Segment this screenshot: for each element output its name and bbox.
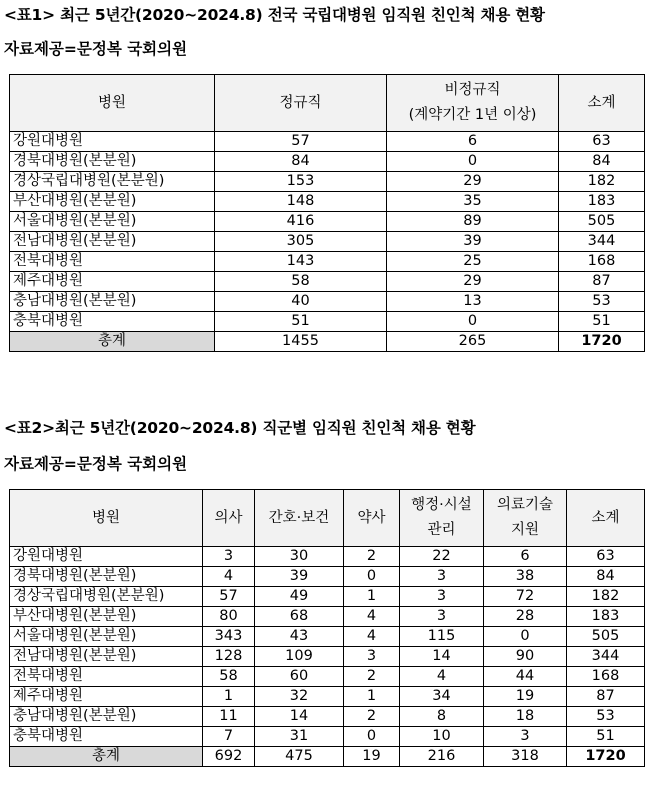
admin-count-cell: 3 bbox=[400, 567, 484, 587]
table1-title: <표1> 최근 5년간(2020~2024.8) 전국 국립대병원 임직원 친인척 채용 현황 bbox=[4, 6, 545, 24]
hospital-name-cell: 제주대병원 bbox=[10, 272, 215, 292]
hospital-name-cell: 부산대병원(본분원) bbox=[10, 192, 215, 212]
pharmacist-count-cell: 2 bbox=[344, 707, 400, 727]
table2-header-admin bbox=[400, 490, 484, 547]
table2-header-nursing: 간호·보건 bbox=[255, 490, 344, 547]
medtech-count-cell: 44 bbox=[484, 667, 567, 687]
table2-title: <표2>최근 5년간(2020~2024.8) 직군별 임직원 친인척 채용 현황 bbox=[4, 419, 476, 437]
table2-header-doctor: 의사 bbox=[203, 490, 255, 547]
subtotal-count-cell: 51 bbox=[567, 727, 645, 747]
medtech-count-cell: 28 bbox=[484, 607, 567, 627]
nursing-count-cell: 109 bbox=[255, 647, 344, 667]
total-admin-cell: 216 bbox=[400, 747, 484, 767]
total-subtotal-cell: 1720 bbox=[559, 332, 645, 352]
regular-count-cell: 148 bbox=[215, 192, 387, 212]
admin-count-cell: 34 bbox=[400, 687, 484, 707]
nursing-count-cell: 43 bbox=[255, 627, 344, 647]
nonregular-count-cell: 29 bbox=[387, 172, 559, 192]
hospital-name-cell: 서울대병원(본분원) bbox=[10, 212, 215, 232]
medtech-count-cell: 72 bbox=[484, 587, 567, 607]
hospital-name-cell: 강원대병원 bbox=[10, 132, 215, 152]
table-row bbox=[10, 272, 645, 292]
admin-count-cell: 22 bbox=[400, 547, 484, 567]
nonregular-count-cell: 89 bbox=[387, 212, 559, 232]
total-doctor-cell: 692 bbox=[203, 747, 255, 767]
hospital-name-cell: 서울대병원(본분원) bbox=[10, 627, 203, 647]
subtotal-cell: 168 bbox=[559, 252, 645, 272]
table1-total-row bbox=[10, 332, 645, 352]
table-row bbox=[10, 587, 645, 607]
admin-count-cell: 8 bbox=[400, 707, 484, 727]
subtotal-cell: 51 bbox=[559, 312, 645, 332]
regular-count-cell: 84 bbox=[215, 152, 387, 172]
subtotal-count-cell: 87 bbox=[567, 687, 645, 707]
hospital-name-cell: 충북대병원 bbox=[10, 312, 215, 332]
doctor-count-cell: 3 bbox=[203, 547, 255, 567]
table-row bbox=[10, 192, 645, 212]
nonregular-count-cell: 0 bbox=[387, 152, 559, 172]
total-pharmacist-cell: 19 bbox=[344, 747, 400, 767]
table1-header-nonregular-line2: (계약기간 1년 이상) bbox=[408, 107, 537, 123]
nonregular-count-cell: 25 bbox=[387, 252, 559, 272]
medtech-count-cell: 0 bbox=[484, 627, 567, 647]
subtotal-cell: 505 bbox=[559, 212, 645, 232]
nursing-count-cell: 49 bbox=[255, 587, 344, 607]
table-row bbox=[10, 252, 645, 272]
subtotal-count-cell: 183 bbox=[567, 607, 645, 627]
table2 bbox=[9, 489, 645, 767]
hospital-name-cell: 전남대병원(본분원) bbox=[10, 232, 215, 252]
doctor-count-cell: 128 bbox=[203, 647, 255, 667]
table1-header-hospital: 병원 bbox=[10, 75, 215, 132]
table1-source: 자료제공=문정복 국회의원 bbox=[4, 40, 188, 58]
table-row bbox=[10, 627, 645, 647]
admin-count-cell: 14 bbox=[400, 647, 484, 667]
medtech-count-cell: 6 bbox=[484, 547, 567, 567]
table2-source: 자료제공=문정복 국회의원 bbox=[4, 455, 188, 473]
admin-count-cell: 3 bbox=[400, 587, 484, 607]
hospital-name-cell: 강원대병원 bbox=[10, 547, 203, 567]
table-row bbox=[10, 607, 645, 627]
hospital-name-cell: 전남대병원(본분원) bbox=[10, 647, 203, 667]
subtotal-count-cell: 63 bbox=[567, 547, 645, 567]
hospital-name-cell: 충북대병원 bbox=[10, 727, 203, 747]
table2-header-medtech bbox=[484, 490, 567, 547]
doctor-count-cell: 343 bbox=[203, 627, 255, 647]
doctor-count-cell: 58 bbox=[203, 667, 255, 687]
subtotal-cell: 87 bbox=[559, 272, 645, 292]
table-row bbox=[10, 547, 645, 567]
table2-header-admin-line2: 관리 bbox=[427, 522, 456, 538]
regular-count-cell: 143 bbox=[215, 252, 387, 272]
doctor-count-cell: 7 bbox=[203, 727, 255, 747]
nursing-count-cell: 68 bbox=[255, 607, 344, 627]
table-row bbox=[10, 132, 645, 152]
subtotal-cell: 183 bbox=[559, 192, 645, 212]
admin-count-cell: 4 bbox=[400, 667, 484, 687]
table-row bbox=[10, 312, 645, 332]
table1-header-regular: 정규직 bbox=[215, 75, 387, 132]
table2-header-hospital: 병원 bbox=[10, 490, 203, 547]
total-medtech-cell: 318 bbox=[484, 747, 567, 767]
subtotal-cell: 53 bbox=[559, 292, 645, 312]
pharmacist-count-cell: 1 bbox=[344, 587, 400, 607]
regular-count-cell: 57 bbox=[215, 132, 387, 152]
admin-count-cell: 115 bbox=[400, 627, 484, 647]
pharmacist-count-cell: 2 bbox=[344, 547, 400, 567]
hospital-name-cell: 경북대병원(본분원) bbox=[10, 567, 203, 587]
doctor-count-cell: 57 bbox=[203, 587, 255, 607]
hospital-name-cell: 전북대병원 bbox=[10, 252, 215, 272]
pharmacist-count-cell: 4 bbox=[344, 627, 400, 647]
hospital-name-cell: 전북대병원 bbox=[10, 667, 203, 687]
total-label-cell: 총계 bbox=[10, 747, 203, 767]
nonregular-count-cell: 35 bbox=[387, 192, 559, 212]
hospital-name-cell: 충남대병원(본분원) bbox=[10, 707, 203, 727]
doctor-count-cell: 11 bbox=[203, 707, 255, 727]
subtotal-count-cell: 344 bbox=[567, 647, 645, 667]
nonregular-count-cell: 39 bbox=[387, 232, 559, 252]
regular-count-cell: 40 bbox=[215, 292, 387, 312]
medtech-count-cell: 3 bbox=[484, 727, 567, 747]
regular-count-cell: 58 bbox=[215, 272, 387, 292]
table-row bbox=[10, 232, 645, 252]
subtotal-count-cell: 168 bbox=[567, 667, 645, 687]
table2-total-row bbox=[10, 747, 645, 767]
nonregular-count-cell: 13 bbox=[387, 292, 559, 312]
subtotal-count-cell: 182 bbox=[567, 587, 645, 607]
pharmacist-count-cell: 3 bbox=[344, 647, 400, 667]
total-nursing-cell: 475 bbox=[255, 747, 344, 767]
table-row bbox=[10, 727, 645, 747]
table-row bbox=[10, 567, 645, 587]
total-subtotal-cell: 1720 bbox=[567, 747, 645, 767]
table1 bbox=[9, 74, 645, 352]
table-row bbox=[10, 667, 645, 687]
table-row bbox=[10, 212, 645, 232]
nursing-count-cell: 39 bbox=[255, 567, 344, 587]
pharmacist-count-cell: 0 bbox=[344, 727, 400, 747]
table1-header-subtotal: 소계 bbox=[559, 75, 645, 132]
admin-count-cell: 3 bbox=[400, 607, 484, 627]
table2-header-admin-line1: 행정·시설 bbox=[411, 497, 472, 513]
admin-count-cell: 10 bbox=[400, 727, 484, 747]
table-row bbox=[10, 707, 645, 727]
subtotal-count-cell: 53 bbox=[567, 707, 645, 727]
pharmacist-count-cell: 0 bbox=[344, 567, 400, 587]
nonregular-count-cell: 0 bbox=[387, 312, 559, 332]
pharmacist-count-cell: 1 bbox=[344, 687, 400, 707]
table-row bbox=[10, 647, 645, 667]
medtech-count-cell: 90 bbox=[484, 647, 567, 667]
table-row bbox=[10, 152, 645, 172]
hospital-name-cell: 경상국립대병원(본분원) bbox=[10, 172, 215, 192]
regular-count-cell: 305 bbox=[215, 232, 387, 252]
subtotal-cell: 182 bbox=[559, 172, 645, 192]
nursing-count-cell: 32 bbox=[255, 687, 344, 707]
hospital-name-cell: 충남대병원(본분원) bbox=[10, 292, 215, 312]
regular-count-cell: 153 bbox=[215, 172, 387, 192]
regular-count-cell: 416 bbox=[215, 212, 387, 232]
nursing-count-cell: 30 bbox=[255, 547, 344, 567]
table1-header-nonregular bbox=[387, 75, 559, 132]
table2-header-subtotal: 소계 bbox=[567, 490, 645, 547]
subtotal-count-cell: 505 bbox=[567, 627, 645, 647]
table-row bbox=[10, 687, 645, 707]
medtech-count-cell: 18 bbox=[484, 707, 567, 727]
nursing-count-cell: 60 bbox=[255, 667, 344, 687]
subtotal-cell: 63 bbox=[559, 132, 645, 152]
doctor-count-cell: 1 bbox=[203, 687, 255, 707]
regular-count-cell: 51 bbox=[215, 312, 387, 332]
subtotal-cell: 344 bbox=[559, 232, 645, 252]
hospital-name-cell: 부산대병원(본분원) bbox=[10, 607, 203, 627]
hospital-name-cell: 제주대병원 bbox=[10, 687, 203, 707]
table2-body bbox=[10, 547, 645, 767]
table-row bbox=[10, 292, 645, 312]
table2-header-pharmacist: 약사 bbox=[344, 490, 400, 547]
nonregular-count-cell: 6 bbox=[387, 132, 559, 152]
doctor-count-cell: 80 bbox=[203, 607, 255, 627]
medtech-count-cell: 19 bbox=[484, 687, 567, 707]
total-regular-cell: 1455 bbox=[215, 332, 387, 352]
total-label-cell: 총계 bbox=[10, 332, 215, 352]
medtech-count-cell: 38 bbox=[484, 567, 567, 587]
table2-header-medtech-line2: 지원 bbox=[510, 522, 539, 538]
nursing-count-cell: 14 bbox=[255, 707, 344, 727]
table1-body bbox=[10, 132, 645, 352]
subtotal-count-cell: 84 bbox=[567, 567, 645, 587]
doctor-count-cell: 4 bbox=[203, 567, 255, 587]
nursing-count-cell: 31 bbox=[255, 727, 344, 747]
table2-header-medtech-line1: 의료기술 bbox=[496, 497, 554, 513]
subtotal-cell: 84 bbox=[559, 152, 645, 172]
pharmacist-count-cell: 2 bbox=[344, 667, 400, 687]
hospital-name-cell: 경상국립대병원(본분원) bbox=[10, 587, 203, 607]
table-row bbox=[10, 172, 645, 192]
hospital-name-cell: 경북대병원(본분원) bbox=[10, 152, 215, 172]
nonregular-count-cell: 29 bbox=[387, 272, 559, 292]
table1-header-nonregular-line1: 비정규직 bbox=[444, 82, 501, 98]
total-nonregular-cell: 265 bbox=[387, 332, 559, 352]
pharmacist-count-cell: 4 bbox=[344, 607, 400, 627]
